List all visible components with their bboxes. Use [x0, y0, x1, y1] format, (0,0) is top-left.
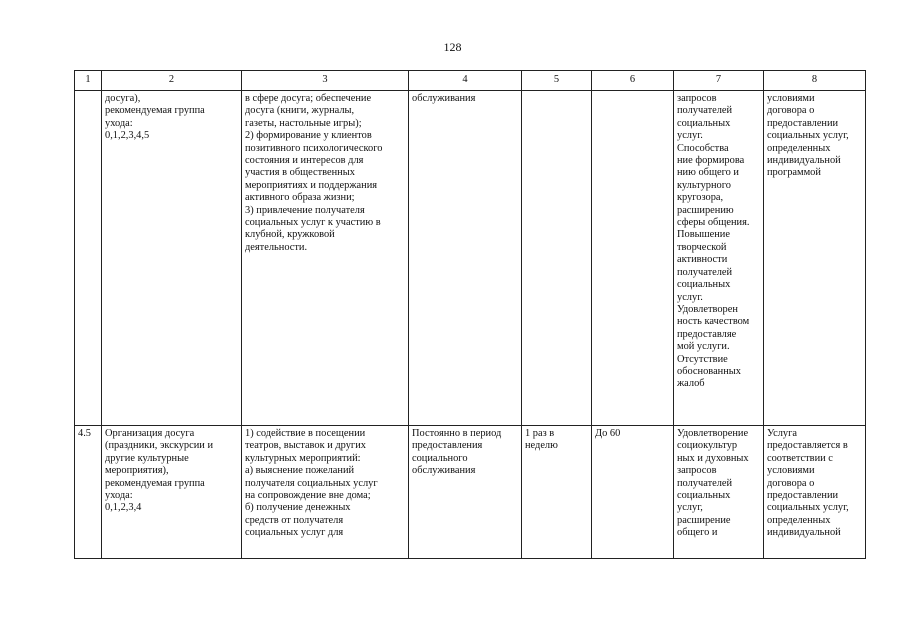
- cell-indicators: запросов получателей социальных услуг. Способства ние формирова нию общего и культурного кругозора, расширению сферы общения. Повышение творческой активности получателей социальных услуг. Удовлетворен ность качеством предоставляе мой услуги. Отсутствие обоснованных жалоб: [674, 91, 764, 426]
- header-row: [75, 71, 866, 91]
- column-header: 8: [764, 71, 866, 91]
- column-header: 2: [102, 71, 242, 91]
- cell-number: 4.5: [75, 426, 102, 559]
- column-header: 3: [242, 71, 409, 91]
- cell-duration: [592, 91, 674, 426]
- cell-indicators: Удовлетворение социокультур ных и духовных запросов получателей социальных услуг, расширение общего и: [674, 426, 764, 559]
- page-number: 128: [443, 40, 462, 54]
- cell-number: [75, 91, 102, 426]
- column-header: 4: [409, 71, 522, 91]
- column-header: 6: [592, 71, 674, 91]
- cell-timing: Постоянно в период предоставления социального обслуживания: [409, 426, 522, 559]
- cell-conditions: условиями договора о предоставлении социальных услуг, определенных индивидуальной программой: [764, 91, 866, 426]
- column-header: 5: [522, 71, 592, 91]
- column-header: 1: [75, 71, 102, 91]
- cell-description: в сфере досуга; обеспечение досуга (книги, журналы, газеты, настольные игры); 2) формирование у клиентов позитивного психологического состояния и интересов для участия в общественных мероприятиях и поддержания активного образа жизни; 3) привлечение получателя социальных услуг к участию в клубной, кружковой деятельности.: [242, 91, 409, 426]
- table-row: [75, 426, 866, 559]
- cell-duration: До 60: [592, 426, 674, 559]
- table-row: [75, 91, 866, 426]
- cell-description: 1) содействие в посещении театров, выставок и других культурных мероприятий: а) выяснение пожеланий получателя социальных услуг на сопровождение вне дома; б) получение денежных средств от получателя социальных услуг для: [242, 426, 409, 559]
- cell-frequency: 1 раз в неделю: [522, 426, 592, 559]
- cell-frequency: [522, 91, 592, 426]
- cell-service-name: Организация досуга (праздники, экскурсии и другие культурные мероприятия), рекомендуемая группа ухода: 0,1,2,3,4: [102, 426, 242, 559]
- cell-conditions: Услуга предоставляется в соответствии с условиями договора о предоставлении социальных услуг, определенных индивидуальной: [764, 426, 866, 559]
- cell-timing: обслуживания: [409, 91, 522, 426]
- services-table: [74, 70, 866, 559]
- column-header: 7: [674, 71, 764, 91]
- cell-service-name: досуга), рекомендуемая группа ухода: 0,1,2,3,4,5: [102, 91, 242, 426]
